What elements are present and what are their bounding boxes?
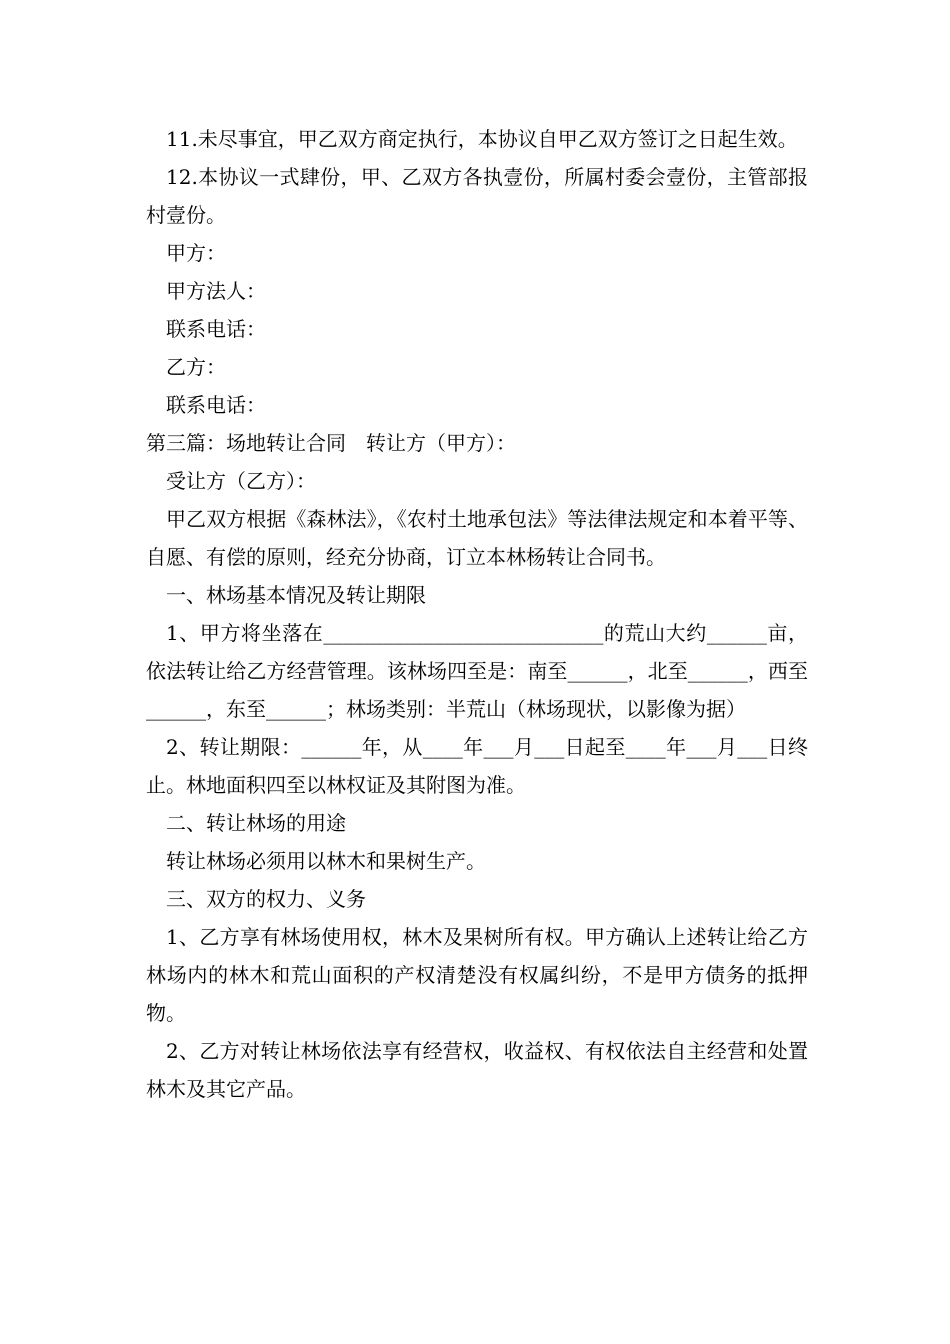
party-a-phone-line: 联系电话： (166, 317, 266, 341)
section-2-body: 转让林场必须用以林木和果树生产。 (166, 849, 486, 873)
party-b-phone-line: 联系电话： (166, 393, 266, 417)
transferee-line: 受让方（乙方）： (166, 469, 316, 493)
section-1-item-2: 2、转让期限：______年，从____年___月___日起至____年___月___日终止。林地面积四至以林权证及其附图为准。 (146, 735, 808, 797)
party-b-line: 乙方： (166, 355, 226, 379)
section-2-heading: 二、转让林场的用途 (166, 811, 346, 835)
section-1-item-1: 1、甲方将坐落在____________________________的荒山大约______亩，依法转让给乙方经营管理。该林场四至是：南至______，北至______，西至______，东至______；林场类别：半荒山（林场现状，以影像为据） (146, 621, 808, 721)
clause-12: 12.本协议一式肆份，甲、乙双方各执壹份，所属村委会壹份，主管部报村壹份。 (146, 165, 808, 227)
party-a-line: 甲方： (166, 241, 226, 265)
party-a-legal-line: 甲方法人： (166, 279, 266, 303)
chapter-three-heading: 第三篇：场地转让合同 转让方（甲方）： (146, 431, 516, 455)
document-page (146, 120, 808, 1108)
clause-11: 11.未尽事宜，甲乙双方商定执行，本协议自甲乙双方签订之日起生效。 (166, 127, 798, 151)
contract-intro: 甲乙双方根据《森林法》，《农村土地承包法》等法律法规定和本着平等、自愿、有偿的原则，经充分协商，订立本林杨转让合同书。 (146, 507, 808, 569)
section-3-item-1: 1、乙方享有林场使用权，林木及果树所有权。甲方确认上述转让给乙方林场内的林木和荒山面积的产权清楚没有权属纠纷，不是甲方债务的抵押物。 (146, 925, 808, 1025)
section-1-heading: 一、林场基本情况及转让期限 (166, 583, 426, 607)
section-3-item-2: 2、乙方对转让林场依法享有经营权，收益权、有权依法自主经营和处置林木及其它产品。 (146, 1039, 808, 1101)
section-3-heading: 三、双方的权力、义务 (166, 887, 366, 911)
